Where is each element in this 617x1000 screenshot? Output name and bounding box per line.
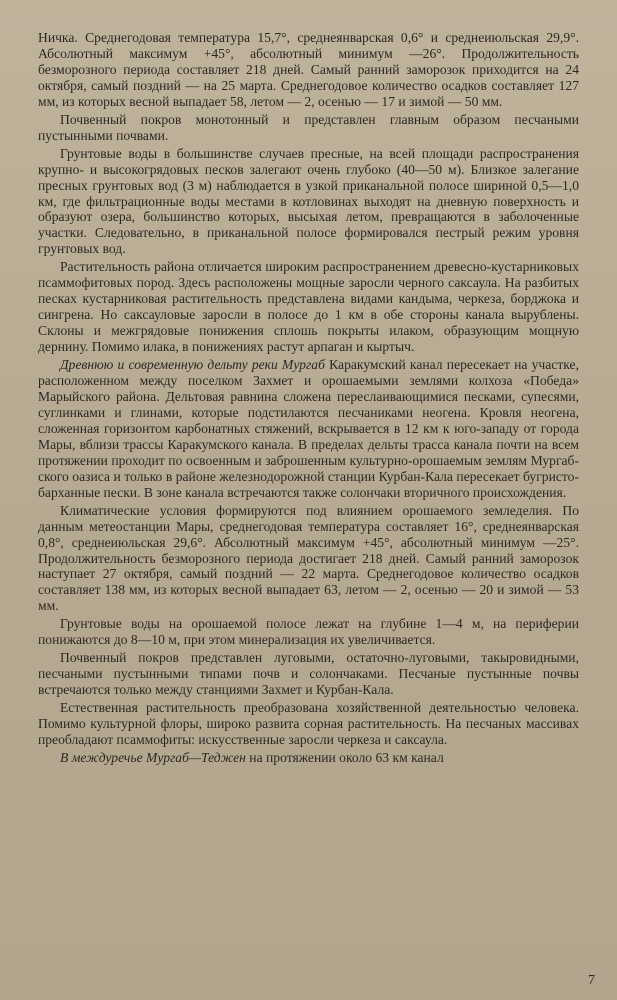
text-body [38,30,579,766]
paragraph-p2 [38,112,579,144]
paragraph-p5 [38,357,579,501]
italic-heading-run: Древнюю и современную дельту реки Мургаб [60,357,325,373]
paragraph-p6 [38,503,579,615]
paragraph-p4 [38,259,579,355]
text-run: Грунтовые воды на орошаемой полосе лежат на глубине 1—4 м, на периферии понижаются до 8—10 м, при этом минерализация их увеличивается. [38,616,579,648]
paragraph-p8 [38,650,579,698]
paragraph-p1 [38,30,579,110]
text-run: Почвенный покров монотонный и представлен главным образом песчаными пустынными почвами. [38,111,579,143]
text-run: Ничка. Среднегодовая температура 15,7°, среднеянварская 0,6° и среднеиюльская 29,9°. Абсолютный максимум +45°, абсолютный минимум —26°. Продолжительность безморозного периода составляет 218 дней. Самый ранний заморозок приходится на 24 октября, самый поздний — на 25 марта. Среднегодовое количество осадков составляет 127 мм, из которых весной выпадает 58, летом — 2, осенью — 17 и зимой — 50 мм. [38,30,579,109]
paragraph-p7 [38,616,579,648]
italic-heading-run: В междуречье Мургаб—Теджен [60,749,246,765]
text-run: Климатические условия формируются под влиянием орошаемого земледелия. По данным метеостанции Мары, среднегодовая температура составляет 16°, среднеянварская 0,8°, среднеиюльская 29,6°. Абсолютный максимум +45°, абсолютный минимум —25°. Продолжительность безморозного периода достигает 218 дней. Самый ранний заморозок наступает 27 октября, самый поздний — 22 марта. Среднегодовое количество осадков составляет 138 мм, из которых весной выпадает 63, летом — 2, осенью — 20 и зимой — 53 мм. [38,502,579,614]
paragraph-p9 [38,700,579,748]
text-run: Естественная растительность преобразована хозяйственной деятельностью человека. Помимо культурной флоры, широко развита сорная растительность. На песчаных массивах преобладают псаммофиты: искусственные заросли черкеза и саксаула. [38,700,579,747]
text-run: Каракумский канал пересекает на участке, расположенном между поселком Захмет и орошаемыми землями колхоза «Победа» Марыйского района. Дельтовая равнина сложена переслаивающимися песками, супесями, суглинками и глинами, которые подстилаются песчаниками неогена. Кровля неогена, сложенная горизонтом карбонатных стяжений, вскрывается в 12 км к юго-западу от города Мары, вблизи трассы Каракумского канала. В пределах дельты трасса канала почти на всем протяжении проходит по освоенным и заброшенным культурно-орошаемым землям Мургабского оазиса и только в районе железнодорожной станции Курбан-Кала пересекает бугристо-барханные пески. В зоне канала встречаются также солончаки вторичного происхождения. [38,357,579,500]
text-run: Растительность района отличается широким распространением древесно-кустарниковых псаммофитовых пород. Здесь расположены мощные заросли черного саксаула. На разбитых песках кустарниковая растительность представлена видами кандыма, черкеза, борджока и сингрена. Но саксауловые заросли в полосе до 1 км в обе стороны канала вырублены. Склоны и межгрядовые понижения сплошь покрыты илаком, образующим мощную дернину. Помимо илака, в понижениях растут арпаган и кыртыч. [38,259,579,355]
text-run: на протяжении около 63 км канал [245,749,444,765]
paragraph-p10 [38,750,579,766]
page-number: 7 [588,973,595,988]
text-run: Почвенный покров представлен луговыми, остаточно-луговыми, такыровидными, песчаными пустынными типами почв и солончаками. Песчаные пустынные почвы встречаются только между станциями Захмет и Курбан-Кала. [38,650,579,698]
text-run: Грунтовые воды в большинстве случаев пресные, на всей площади распространения крупно- и высокогрядовых песков залегают очень глубоко (40—50 м). Близкое залегание пресных грунтовых вод (3 м) наблюдается в узкой приканальной полосе шириной 0,5—1,0 км, где фильтрационные воды местами в котловинах выходят на дневную поверхность и образуют озера, большинство которых, высыхая летом, превращаются в заболоченные участки. Следовательно, в приканальной полосе формировался пестрый режим уровня грунтовых вод. [38,145,579,257]
paragraph-p3 [38,146,579,258]
